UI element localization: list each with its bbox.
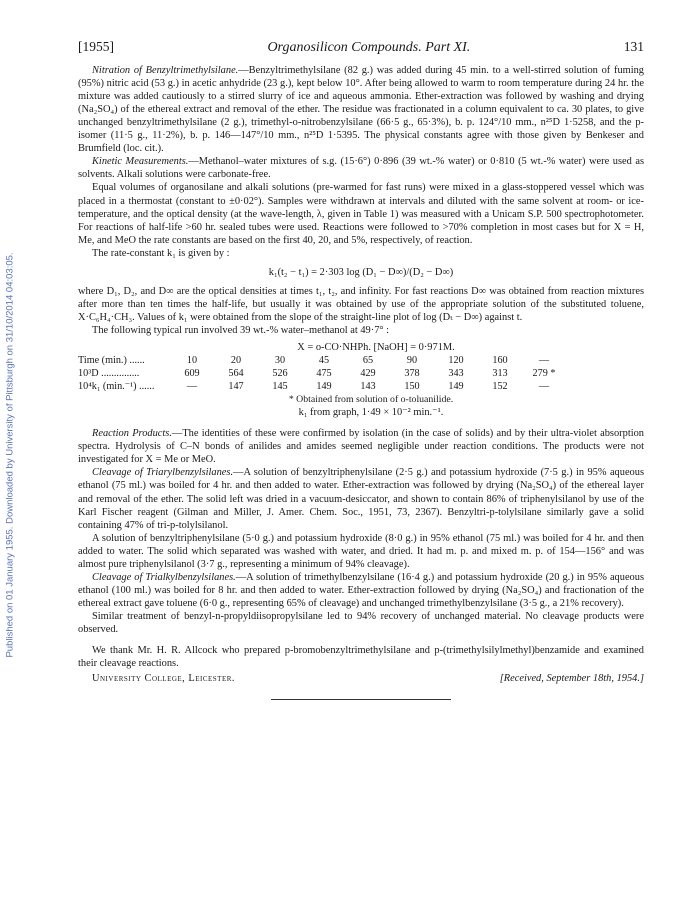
table-cell: 313	[492, 368, 508, 380]
optical-density-paragraph: where D₁, D₂, and D∞ are the optical densities at times t₁, t₂, and infinity. For fast reactions D∞ was obtained from reaction mixtures after more than ten times the half-life, but usually it was obtained by use of the appropriate solution of the substituted toluene, X·C₆H₄·CH₃. Values of k₁ were obtained from the slope of the straight-line plot of log (Dₜ − D∞) against t.	[78, 285, 644, 323]
table-cell: 526	[272, 368, 288, 380]
table-cell: 20	[230, 355, 242, 367]
row-label: 10³D ...............	[78, 368, 140, 380]
rate-constant-intro: The rate-constant k₁ is given by :	[92, 247, 230, 259]
products-body: —The identities of these were confirmed by isolation (in the case of solids) and by their ultra-violet absorption spectra. Hydrolysis of C–N bonds of anilides and amides seemed negligible under reaction conditions. The products were not investigated for X = Me or MeO.	[78, 428, 644, 466]
table-cell: 65	[362, 355, 374, 367]
header-year: [1955]	[78, 39, 114, 54]
table-row	[78, 354, 566, 367]
acknowledgement: We thank Mr. H. R. Allcock who prepared p-bromobenzyltrimethylsilane and p-(trimethylsilylmethyl)benzamide and examined their cleavage reactions.	[78, 645, 644, 670]
sidebar-text: Published on 01 January 1955. Downloaded by University of Pittsburgh on 31/10/2014 04:03:05.	[4, 252, 16, 658]
row-label: 10⁴k₁ (min.⁻¹) ......	[78, 381, 155, 393]
triaryl-heading: Cleavage of Triarylbenzylsilanes.	[92, 467, 234, 479]
run-table-k-from-graph: k₁ from graph, 1·49 × 10⁻² min.⁻¹.	[298, 407, 444, 419]
table-cell: —	[186, 381, 198, 393]
kinetic-body: —Methanol–water mixtures of s.g. (15·6°) 0·896 (39 wt.-% water) or 0·810 (5 wt.-% water) were used as solvents. Alkali solutions were carbonate-free.	[78, 156, 644, 181]
products-heading: Reaction Products.	[92, 428, 172, 440]
table-cell: 145	[272, 381, 288, 393]
table-cell: 90	[406, 355, 418, 367]
end-rule	[271, 699, 451, 700]
kinetic-paragraph	[78, 155, 644, 181]
table-cell: 475	[316, 368, 332, 380]
table-row	[78, 367, 566, 380]
table-cell: 429	[360, 368, 376, 380]
trialkyl-paragraph	[78, 571, 644, 610]
table-cell: —	[538, 381, 550, 393]
table-cell: 143	[360, 381, 376, 393]
kinetic-heading: Kinetic Measurements.	[92, 156, 189, 168]
run-table-footnote: * Obtained from solution of o-toluanilide.	[288, 394, 454, 406]
row-label: Time (min.) ......	[78, 355, 145, 367]
table-cell: 160	[492, 355, 508, 367]
triaryl-paragraph	[78, 466, 644, 531]
trialkyl-heading: Cleavage of Trialkylbenzylsilanes.	[92, 571, 236, 583]
table-cell: 343	[448, 368, 464, 380]
products-paragraph	[78, 427, 644, 466]
publication-sidebar	[0, 0, 20, 911]
table-cell: 120	[448, 355, 464, 367]
table-cell: 45	[318, 355, 330, 367]
table-cell: 564	[228, 368, 244, 380]
table-row	[78, 380, 566, 393]
table-cell: —	[538, 355, 550, 367]
table-cell: 10	[186, 355, 198, 367]
received-date: [Received, September 18th, 1954.]	[499, 673, 644, 685]
table-cell: 150	[404, 381, 420, 393]
running-header	[78, 40, 644, 54]
nitration-heading: Nitration of Benzyltrimethylsilane.	[92, 65, 239, 77]
run-table	[78, 354, 566, 393]
header-title: Organosilicon Compounds. Part XI.	[267, 40, 471, 55]
run-table-title: X = o-CO·NHPh. [NaOH] = 0·971M.	[297, 341, 455, 353]
affiliation: University College, Leicester.	[92, 673, 235, 685]
trialkyl-body: —A solution of trimethylbenzylsilane (16·4 g.) and potassium hydroxide (20 g.) in 95% aqueous ethanol (100 ml.) was boiled for 8 hr. and then added to water. Ether-extraction followed by drying (Na₂SO₄) and fractionation of the ethereal extract gave toluene (6·0 g., representing 65% of cleavage) and unchanged trimethylbenzylsilane (3·5 g., a 21% recovery).	[78, 571, 644, 609]
table-cell: 147	[228, 381, 244, 393]
header-page-number: 131	[623, 39, 644, 54]
rate-equation: k₁(t₂ − t₁) = 2·303 log (D₁ − D∞)/(D₂ − D∞)	[268, 266, 454, 278]
nitration-body: —Benzyltrimethylsilane (82 g.) was added during 45 min. to a well-stirred solution of fuming (95%) nitric acid (53 g.) in acetic anhydride (23 g.), kept below 10°. After being allowed to warm to room temperature during 24 hr. the mixture was added cautiously to a stirred slurry of ice and aqueous ammonia. Ether-extraction was followed by washing and drying (Na₂SO₄) of the ethereal extract and removal of the ether. The residue was fractionated in a column equivalent to ca. 30 plates, to give unchanged benzyltrimethylsilane (2 g.), trimethyl-o-nitrobenzylsilane (66·5 g., 65·3%), b. p. 124°/10 mm., n²⁵D 1·5258, and the p-isomer (11·5 g., 11·2%), b. p. 146—147°/10 mm., n²⁵D 1·5395. The physical constants agree with those given by Benkeser and Brumfield (loc. cit.).	[78, 65, 644, 155]
table-cell: 609	[184, 368, 200, 380]
table-cell: 30	[274, 355, 286, 367]
table-cell: 378	[404, 368, 420, 380]
kinetic-method-paragraph: Equal volumes of organosilane and alkali solutions (pre-warmed for fast runs) were mixed in a glass-stoppered vessel which was placed in a thermostat (constant to ±0·02°). Samples were withdrawn at intervals and diluted with the same solvent at room- or ice-temperature, and the optical density (at the wave-length, λ, given in Table 1) was measured with a Unicam S.P. 500 spectrophotometer. For reactions of half-life >60 hr. sealed tubes were used. Reactions were followed to >70% completion in most cases but for X = H, Me, and MeO the rate constants are based on the first 40, 20, and 5%, respectively, of reaction.	[78, 182, 644, 246]
triaryl-paragraph-2: A solution of benzyltriphenylsilane (5·0 g.) and potassium hydroxide (8·0 g.) in 95% ethanol (75 ml.) was boiled for 4 hr. and then added to water. The solid which separated was washed with water, and dried. It had m. p. and mixed m. p. of 154—156° and was almost pure triphenylsilanol (3·7 g., representing a minimum of 94% cleavage).	[78, 532, 644, 570]
nitration-paragraph	[78, 64, 644, 155]
table-cell: 279 *	[532, 368, 556, 380]
page-body	[78, 40, 644, 700]
table-cell: 149	[316, 381, 332, 393]
table-cell: 152	[492, 381, 508, 393]
table-cell: 149	[448, 381, 464, 393]
article-footer	[78, 672, 644, 685]
triaryl-body: —A solution of benzyltriphenylsilane (2·5 g.) and potassium hydroxide (7·5 g.) in 95% aqueous ethanol (75 ml.) was boiled for 4 hr. and then added to water. Ether-extraction was followed by drying (Na₂SO₄) of the ethereal layer and removal of the ether. The solid left was dried in a vacuum-desiccator, and shown to contain 86% of triphenylsilanol by use of the Karl Fischer reagent (Gilman and Miller, J. Amer. Chem. Soc., 1951, 73, 2367). Benzyltri-p-tolylsilane similarly gave a solid containing 47% of tri-p-tolylsilanol.	[78, 467, 644, 531]
trialkyl-paragraph-2: Similar treatment of benzyl-n-propyldiisopropylsilane led to 94% recovery of unchanged material. No cleavage products were observed.	[78, 610, 644, 635]
typical-run-intro: The following typical run involved 39 wt.-% water–methanol at 49·7° :	[92, 324, 390, 336]
